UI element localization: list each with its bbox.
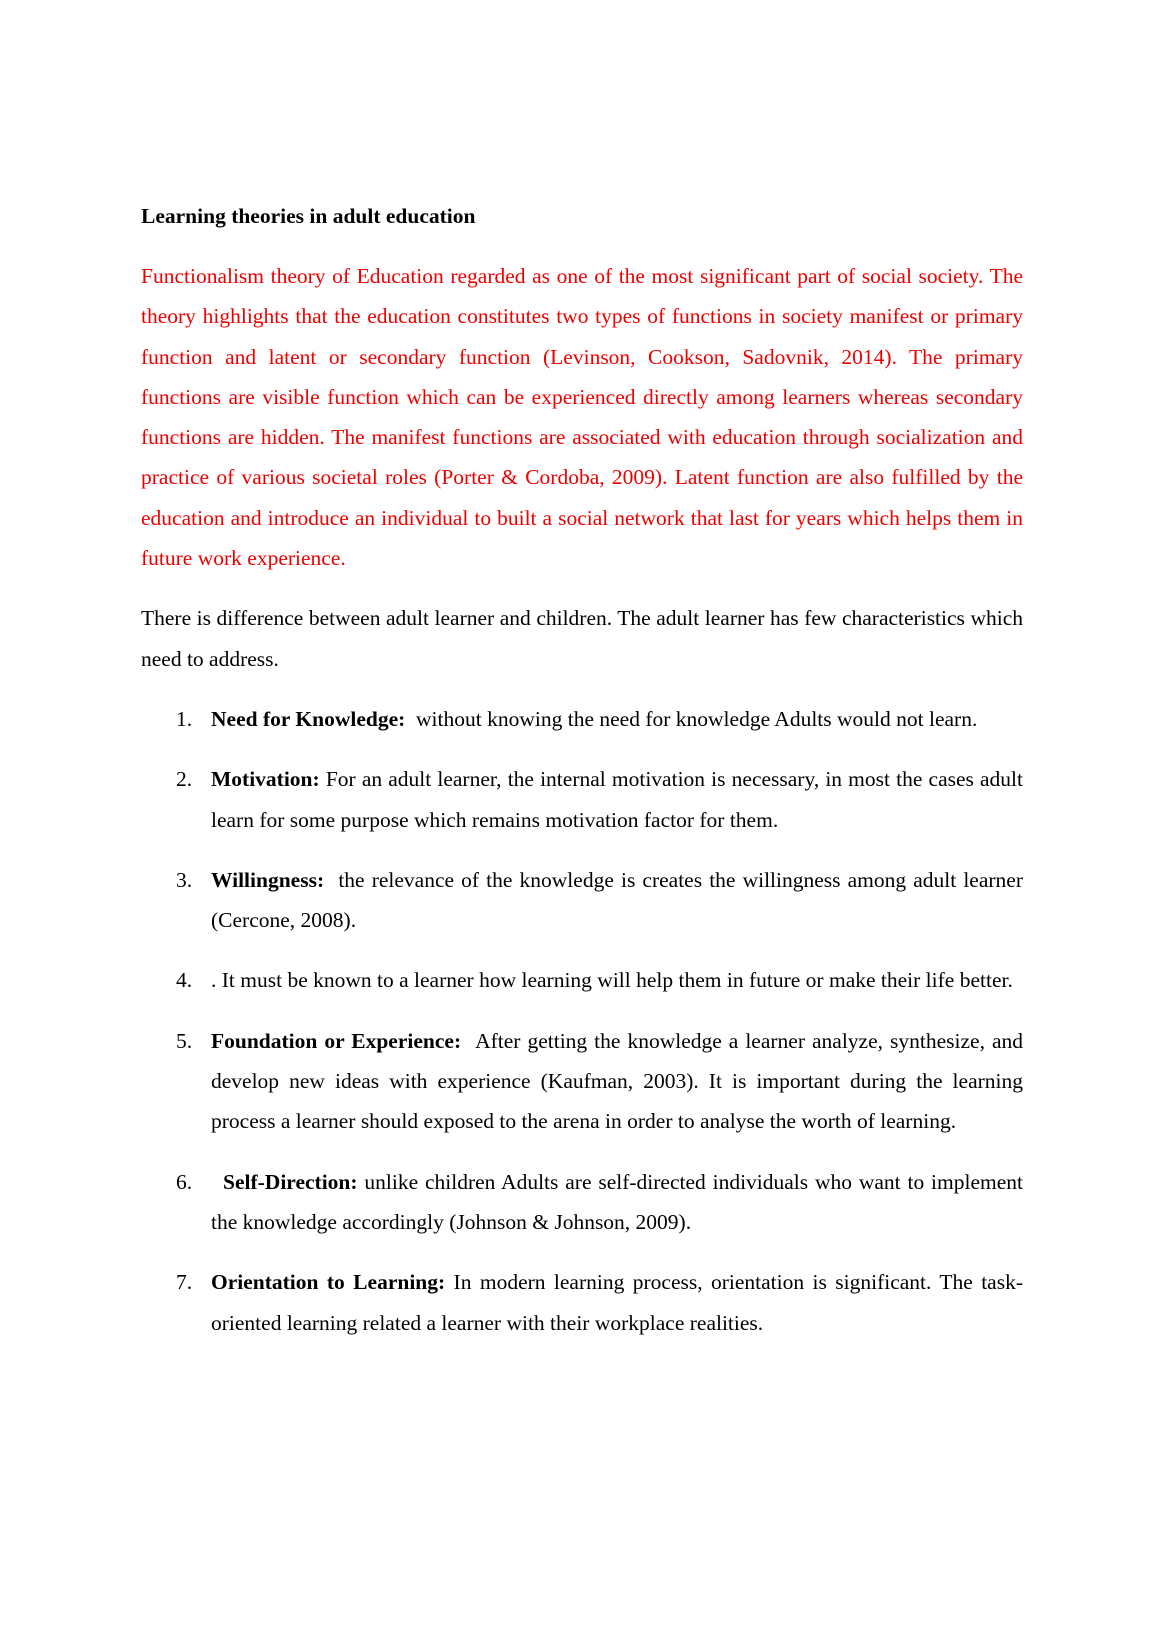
characteristics-intro-paragraph: There is difference between adult learner and children. The adult learner has few characteristics which need to address. [141, 606, 1023, 671]
list-term: Self-Direction: [223, 1169, 358, 1194]
list-text: After getting the knowledge a learner analyze, synthesize, and develop new ideas with experience (Kaufman, 2003). It is important during the learning process a learner should exposed to the arena in order to analyse the worth of learning. [211, 1028, 1023, 1134]
list-term: Willingness: [211, 867, 325, 892]
list-text: the relevance of the knowledge is creates the willingness among adult learner (Cercone, 2008). [211, 867, 1024, 933]
list-item [141, 699, 1023, 739]
list-number: 6. [176, 1169, 193, 1194]
document-page [141, 196, 1023, 1363]
list-number: 4. [176, 968, 193, 993]
list-item [141, 960, 1023, 1000]
list-item [141, 1262, 1023, 1343]
list-text: For an adult learner, the internal motivation is necessary, in most the cases adult learn for some purpose which remains motivation factor for them. [211, 767, 1024, 832]
list-item [141, 759, 1023, 840]
list-number: 1. [176, 706, 193, 731]
document-title: Learning theories in adult education [141, 204, 476, 228]
list-text: In modern learning process, orientation is significant. The task-oriented learning related a learner with their workplace realities. [211, 1270, 1023, 1335]
intro-paragraph: Functionalism theory of Education regarded as one of the most significant part of social society. The theory highlights that the education constitutes two types of functions in society manifest or primary function and latent or secondary function (Levinson, Cookson, Sadovnik, 2014). The primary functions are visible function which can be experienced directly among learners whereas secondary functions are hidden. The manifest functions are associated with education through socialization and practice of various societal roles (Porter & Cordoba, 2009). Latent function are also fulfilled by the education and introduce an individual to built a social network that last for years which helps them in future work experience. [141, 264, 1023, 571]
list-number: 2. [176, 767, 193, 792]
list-text: unlike children Adults are self-directed individuals who want to implement the knowledge accordingly (Johnson & Johnson, 2009). [211, 1169, 1023, 1234]
list-term: Foundation or Experience: [211, 1028, 462, 1053]
list-number: 7. [176, 1270, 193, 1295]
list-text: without knowing the need for knowledge Adults would not learn. [416, 706, 978, 731]
characteristics-list [141, 699, 1023, 1343]
list-term: Need for Knowledge: [211, 706, 406, 731]
list-term: Motivation: [211, 767, 320, 792]
list-term: Orientation to Learning: [211, 1270, 446, 1295]
list-number: 5. [176, 1028, 193, 1053]
list-item [141, 1021, 1023, 1142]
list-number: 3. [176, 867, 193, 892]
list-item [141, 1162, 1023, 1243]
list-item [141, 860, 1023, 941]
list-text: . It must be known to a learner how learning will help them in future or make their life better. [211, 968, 1013, 993]
